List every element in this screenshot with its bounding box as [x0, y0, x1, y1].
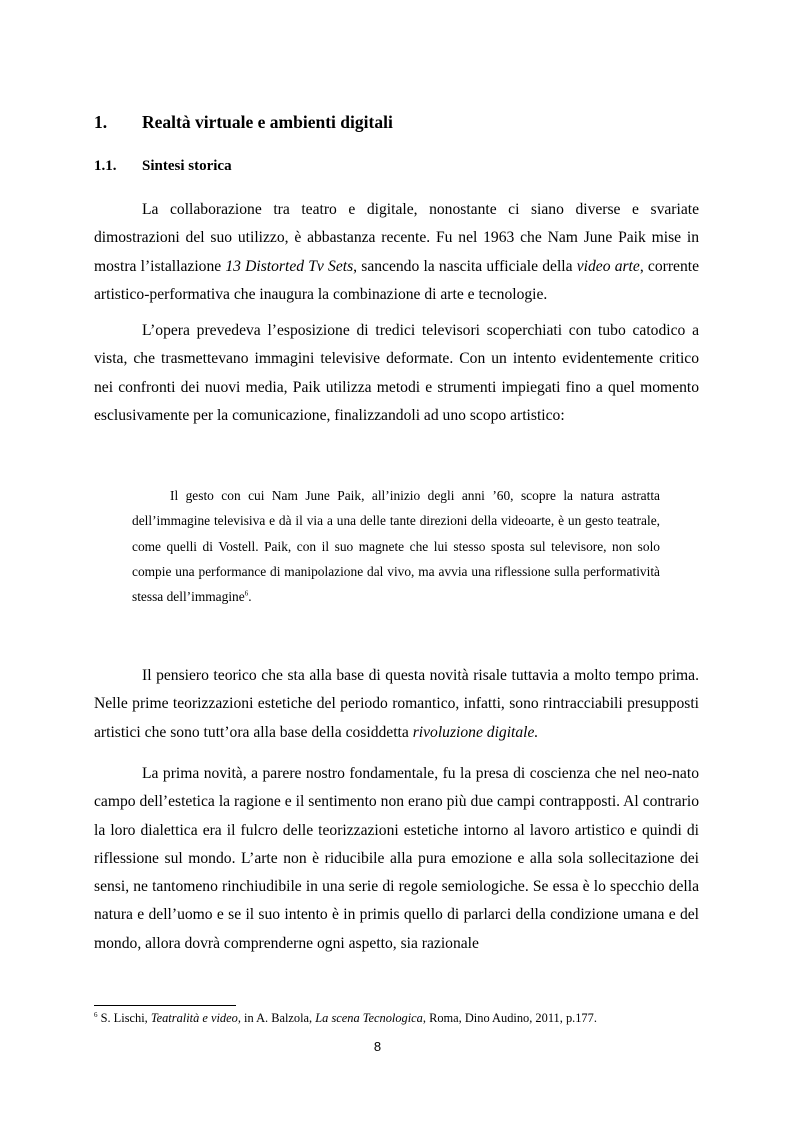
paragraph-4: La prima novità, a parere nostro fondamentale, fu la presa di coscienza che nel neo-nato campo dell’estetica la ragione e il sentimento non erano più due campi contrapposti. Al contrario la loro dialettica era il fulcro delle teorizzazioni estetiche intorno al lavoro artistico e quindi di riflessione sul mondo. L’arte non è riducibile alla pura emozione e alla sola sollecitazione dei sensi, ne tantomeno rinchiudibile in una serie di regole semiologiche. Se essa è lo specchio della natura e dell’uomo e se il suo intento è in primis quello di parlarci della condizione umana e del mondo, allora dovrà comprenderne ogni aspetto, sia razionale	[94, 765, 699, 952]
paragraph-2: L’opera prevedeva l’esposizione di tredici televisori scoperchiati con tubo catodico a vista, che trasmettevano immagini televisive deformate. Con un intento evidentemente critico nei confronti dei nuovi media, Paik utilizza metodi e strumenti impiegati fino a quel momento esclusivamente per la comunicazione, finalizzandoli ad uno scopo artistico:	[94, 322, 699, 424]
chapter-number: 1.	[94, 112, 108, 132]
paragraph-3	[94, 662, 699, 747]
paragraph-1-text-c: , corrente artistico-performativa che inaugura la combinazione di arte e tecnologie.	[94, 257, 699, 303]
footnote-text-a: S. Lischi,	[97, 1011, 151, 1025]
footnote-reference[interactable]: 6	[244, 589, 249, 598]
footnote-separator	[94, 1005, 236, 1006]
section-number: 1.1.	[94, 158, 117, 174]
footnote-number: 6	[94, 1010, 98, 1019]
section-heading	[94, 158, 704, 175]
paragraph-1-text-a: La collaborazione tra teatro e digitale, nonostante ci siano diverse e svariate dimostrazioni del suo utilizzo, è abbastanza recente. Fu nel 1963 che Nam June Paik mise in mostra l’istallazione	[94, 201, 699, 275]
page-number: 8	[373, 1039, 382, 1054]
footnote	[94, 1010, 714, 1026]
paragraph-1-text-b: , sancendo la nascita ufficiale della	[353, 257, 577, 275]
footnote-text-b: , in A. Balzola,	[237, 1011, 316, 1025]
video-arte-term: video arte	[576, 257, 640, 275]
section-title: Sintesi storica	[142, 158, 232, 174]
paragraph-3-text: Il pensiero teorico che sta alla base di questa novità risale tuttavia a molto tempo prima. Nelle prime teorizzazioni estetiche del periodo romantico, infatti, sono rintracciabili presupposti artistici che sono tutt’ora alla base della cosiddetta	[94, 667, 699, 741]
quote-end: .	[248, 589, 252, 605]
chapter-title: Realtà virtuale e ambienti digitali	[142, 112, 393, 132]
footnote-work-1: Teatralità e video	[150, 1011, 238, 1025]
block-quote	[132, 483, 660, 609]
footnote-text-c: , Roma, Dino Audino, 2011, p.177.	[422, 1011, 597, 1025]
rivoluzione-digitale-term: rivoluzione digitale.	[412, 723, 539, 741]
artwork-title: 13 Distorted Tv Sets	[225, 257, 354, 275]
quote-text: Il gesto con cui Nam June Paik, all’inizio degli anni ’60, scopre la natura astratta dell’immagine televisiva e dà il via a una delle tante direzioni della videoarte, è un gesto teatrale, come quelli di Vostell. Paik, con il suo magnete che lui stesso sposta sul televisore, non solo compie una performance di manipolazione dal vivo, ma avvia una riflessione sulla performatività stessa dell’immagine	[132, 488, 660, 605]
chapter-heading	[94, 112, 704, 133]
footnote-work-2: La scena Tecnologica	[315, 1011, 423, 1025]
paragraph-1	[94, 196, 699, 309]
